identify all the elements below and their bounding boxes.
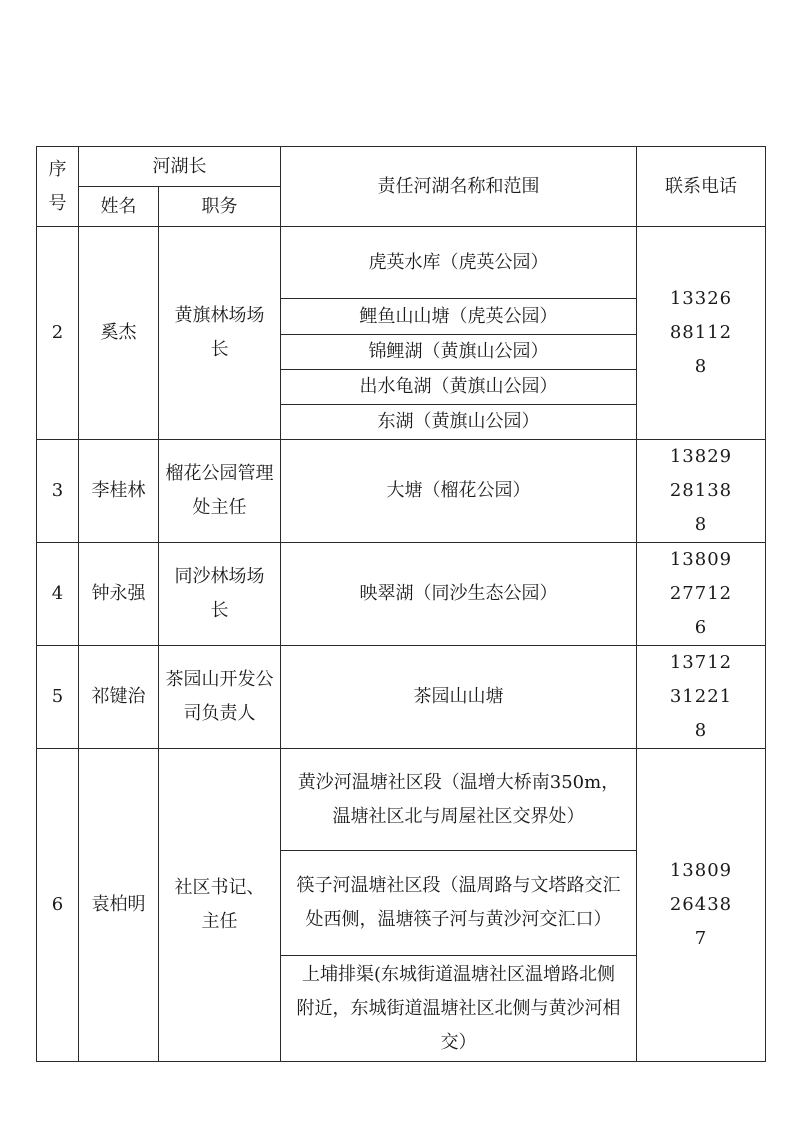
- river-scope-header: 责任河湖名称和范围: [281, 147, 637, 227]
- water-cell: 鲤鱼山山塘（虎英公园）: [281, 299, 637, 335]
- phone-cell: 13712312218: [637, 646, 766, 749]
- water-cell: 锦鲤湖（黄旗山公园）: [281, 335, 637, 370]
- phone-cell: 13829281388: [637, 440, 766, 543]
- water-cell: 大塘（榴花公园）: [281, 440, 637, 543]
- header-row: [37, 147, 766, 187]
- name-cell: 李桂林: [79, 440, 159, 543]
- name-cell: 袁柏明: [79, 749, 159, 1062]
- seq-cell: 5: [37, 646, 79, 749]
- seq-header: 序号: [37, 147, 79, 227]
- table-row: [37, 749, 766, 851]
- water-cell: 黄沙河温塘社区段（温增大桥南350m，温塘社区北与周屋社区交界处）: [281, 749, 637, 851]
- name-cell: 钟永强: [79, 543, 159, 646]
- position-cell: 黄旗林场场长: [159, 227, 281, 440]
- water-cell: 出水龟湖（黄旗山公园）: [281, 370, 637, 405]
- name-cell: 祁键治: [79, 646, 159, 749]
- table-row: [37, 646, 766, 749]
- water-cell: 筷子河温塘社区段（温周路与文塔路交汇处西侧，温塘筷子河与黄沙河交汇口）: [281, 851, 637, 956]
- river-chief-table: [36, 146, 766, 1062]
- table-row: [37, 440, 766, 543]
- name-header: 姓名: [79, 187, 159, 227]
- phone-cell: 13809277126: [637, 543, 766, 646]
- seq-cell: 2: [37, 227, 79, 440]
- river-chief-header: 河湖长: [79, 147, 281, 187]
- table-row: [37, 227, 766, 299]
- phone-header: 联系电话: [637, 147, 766, 227]
- water-cell: 上埔排渠(东城街道温塘社区温增路北侧附近，东城街道温塘社区北侧与黄沙河相交）: [281, 956, 637, 1062]
- water-cell: 映翠湖（同沙生态公园）: [281, 543, 637, 646]
- seq-cell: 6: [37, 749, 79, 1062]
- position-header: 职务: [159, 187, 281, 227]
- seq-cell: 3: [37, 440, 79, 543]
- phone-cell: 13809264387: [637, 749, 766, 1062]
- table-row: [37, 543, 766, 646]
- water-cell: 东湖（黄旗山公园）: [281, 405, 637, 440]
- phone-cell: 13326881128: [637, 227, 766, 440]
- water-cell: 茶园山山塘: [281, 646, 637, 749]
- position-cell: 社区书记、主任: [159, 749, 281, 1062]
- position-cell: 茶园山开发公司负责人: [159, 646, 281, 749]
- position-cell: 榴花公园管理处主任: [159, 440, 281, 543]
- position-cell: 同沙林场场长: [159, 543, 281, 646]
- name-cell: 奚杰: [79, 227, 159, 440]
- seq-cell: 4: [37, 543, 79, 646]
- water-cell: 虎英水库（虎英公园）: [281, 227, 637, 299]
